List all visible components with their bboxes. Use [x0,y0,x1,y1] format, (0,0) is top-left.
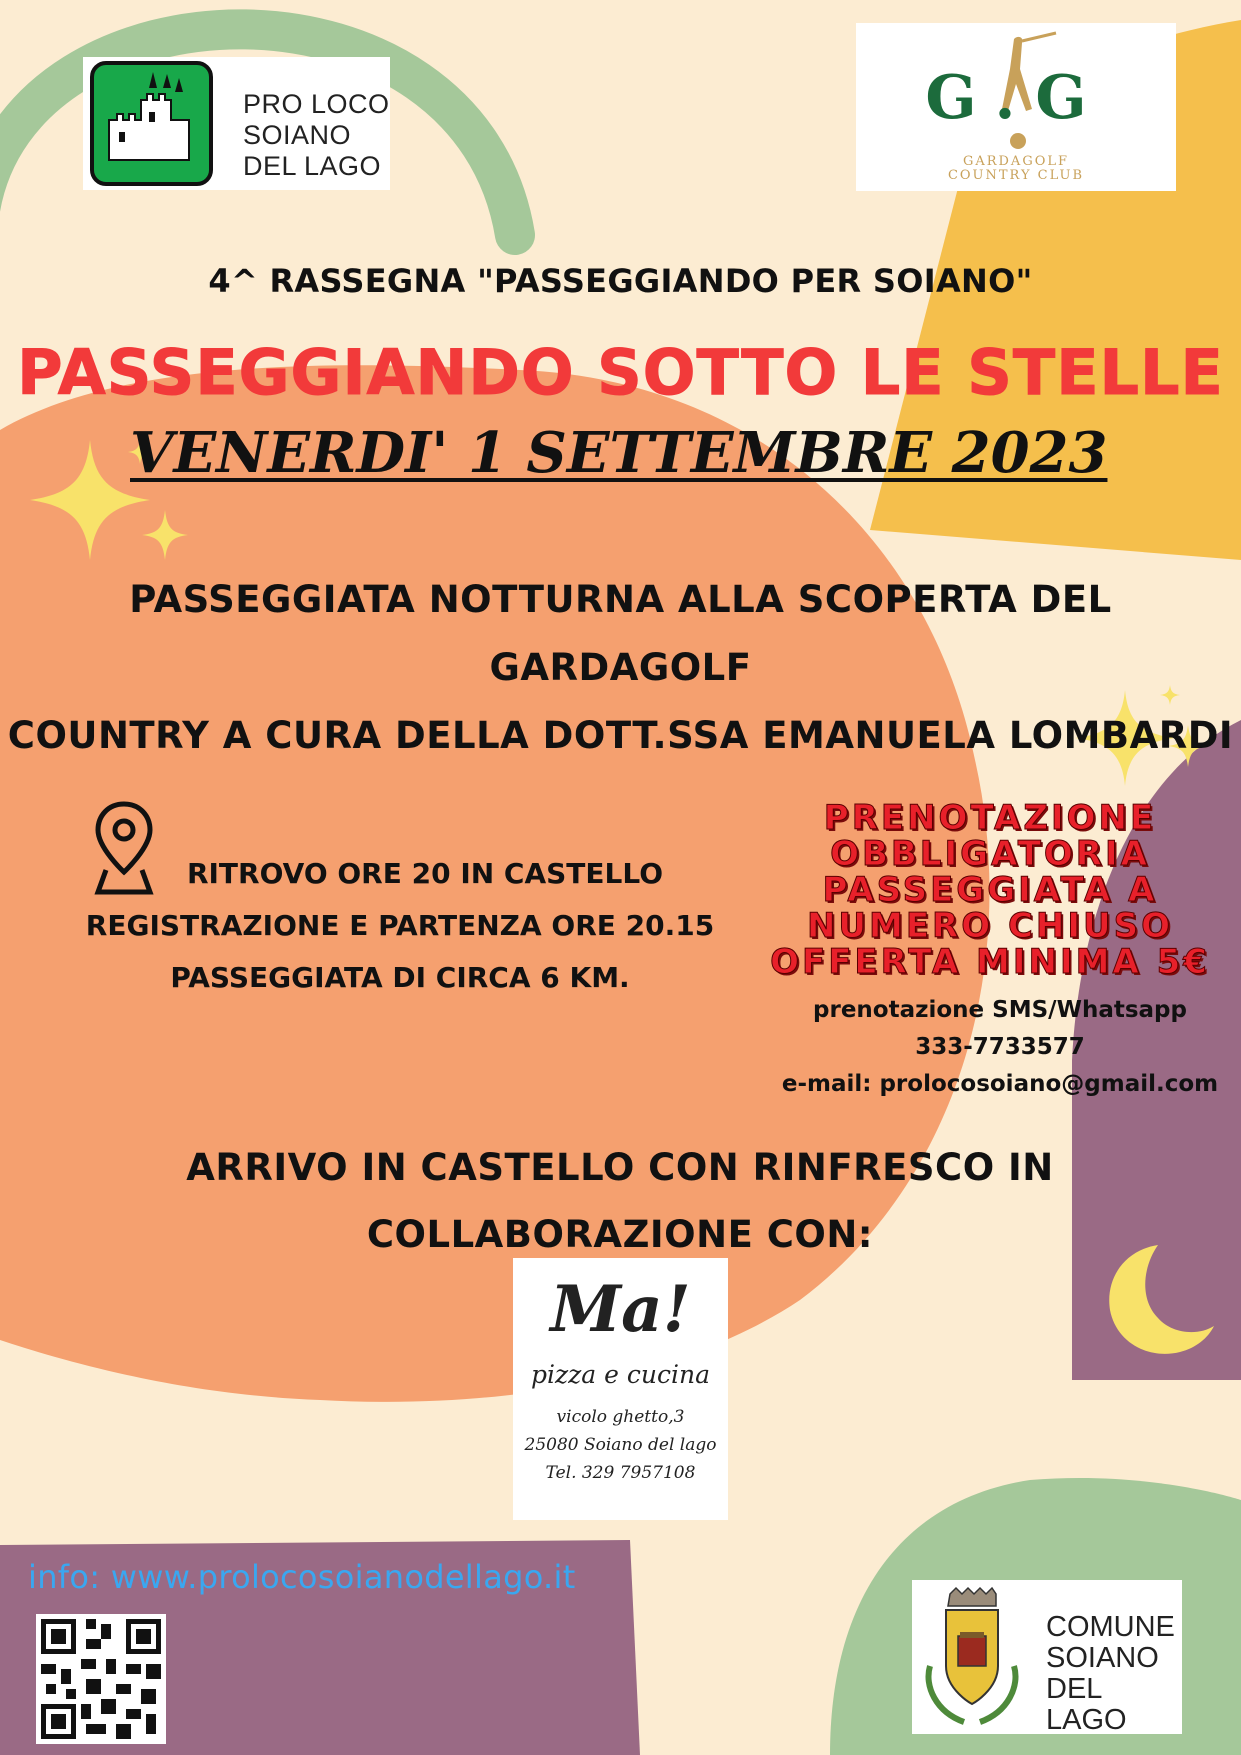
gardagolf-line: GARDAGOLF [962,154,1070,169]
qr-code-icon[interactable] [36,1614,166,1744]
comune-logo [912,1580,1182,1734]
gardagolf-monogram: G.G [925,63,1107,133]
booking-line: PRENOTAZIONE [823,798,1157,838]
meeting-info [80,848,720,1004]
meeting-line: PASSEGGIATA DI CIRCA 6 KM. [170,961,630,994]
gardagolf-line: COUNTRY CLUB [947,168,1085,183]
description-line: PASSEGGIATA NOTTURNA ALLA SCOPERTA DEL GARDAGOLF [129,578,1112,689]
pro-loco-line: PRO LOCO [243,89,390,119]
arrival-info [160,1134,1080,1268]
pro-loco-line: DEL LAGO [243,151,382,181]
booking-line: NUMERO CHIUSO [806,906,1174,946]
contact-email: e-mail: prolocosoiano@gmail.com [781,1071,1219,1097]
description-line: COUNTRY A CURA DELLA DOTT.SSA EMANUELA LOMBARDI [7,714,1234,757]
comune-line: SOIANO [1046,1642,1159,1674]
coat-of-arms-icon [916,1586,1028,1728]
event-date: VENERDI' 1 SETTEMBRE 2023 [130,420,1108,486]
gardagolf-logo [856,23,1176,191]
restaurant-name: Ma! [550,1272,691,1347]
contact-info [780,992,1220,1103]
info-website-link[interactable]: info: www.prolocosoianodellago.it [28,1558,576,1596]
booking-line: PASSEGGIATA A [822,870,1158,910]
meeting-line: REGISTRAZIONE E PARTENZA ORE 20.15 [85,909,715,942]
comune-line: COMUNE [1046,1611,1175,1643]
pro-loco-line: SOIANO [243,120,352,150]
series-subtitle: 4^ RASSEGNA "PASSEGGIANDO PER SOIANO" [208,262,1033,300]
comune-line: DEL LAGO [1046,1673,1127,1736]
event-description [0,566,1241,770]
booking-notice [770,800,1210,980]
booking-line: OBBLIGATORIA [830,834,1150,874]
event-title: PASSEGGIANDO SOTTO LE STELLE [17,336,1224,409]
restaurant-logo [513,1258,728,1520]
booking-line: OFFERTA MINIMA 5€ [770,942,1210,982]
arrival-line: COLLABORAZIONE CON: [366,1213,874,1256]
contact-phone: 333-7733577 [915,1034,1085,1060]
restaurant-phone: Tel. 329 7957108 [545,1463,696,1483]
moon-icon [1100,1240,1220,1360]
castle-icon [89,60,214,187]
contact-line: prenotazione SMS/Whatsapp [813,997,1187,1023]
meeting-line: RITROVO ORE 20 IN CASTELLO [186,857,664,890]
pro-loco-logo [83,57,390,190]
restaurant-tagline: pizza e cucina [530,1360,711,1389]
restaurant-address-line: 25080 Soiano del lago [524,1435,717,1455]
restaurant-address-line: vicolo ghetto,3 [556,1407,685,1427]
arrival-line: ARRIVO IN CASTELLO CON RINFRESCO IN [186,1146,1054,1189]
